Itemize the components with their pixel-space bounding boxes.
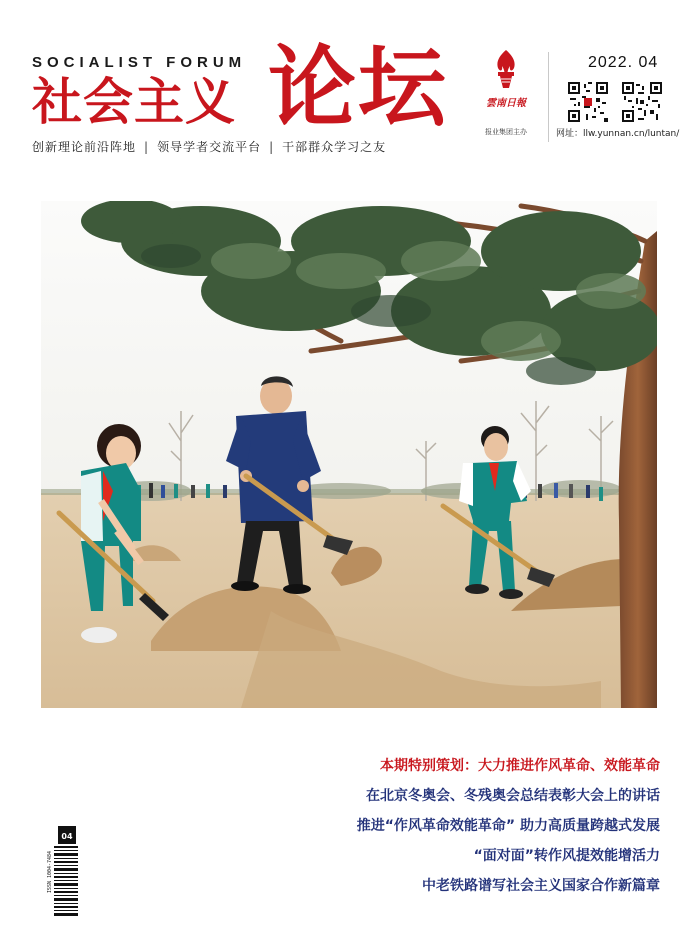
host-label: 报业集团主办 — [485, 128, 527, 136]
headline-item: “面对面”转作风提效能增活力 — [473, 848, 660, 864]
qr-code-icon — [568, 82, 608, 122]
newspaper-name: 雲南日報 — [486, 98, 526, 109]
issn-label: ISSN 1004-7484 — [47, 850, 53, 894]
website-url: 网址：llw.yunnan.cn/luntan/ — [556, 129, 680, 139]
chinese-title-part1: 社会主义 — [32, 73, 236, 131]
headline-list — [200, 758, 660, 908]
issue-number: 2022. 04 — [588, 54, 659, 71]
slogan-3: 干部群众学习之友 — [282, 140, 387, 154]
chinese-title-part2: 论坛 — [268, 36, 449, 139]
cover-photo — [41, 201, 657, 708]
barcode-icon — [44, 826, 84, 918]
headline-item: 中老铁路谱写社会主义国家合作新篇章 — [422, 878, 660, 894]
headline-item: 在北京冬奥会、冬残奥会总结表彰大会上的讲话 — [366, 788, 660, 804]
slogan-2: 领导学者交流平台 — [157, 140, 262, 154]
torch-logo-icon — [489, 48, 523, 90]
masthead — [0, 0, 700, 170]
qr-code-icon — [622, 82, 662, 122]
slogan-separator: | — [144, 140, 150, 154]
publisher-block — [474, 48, 538, 137]
issue-code: 04 — [61, 832, 73, 841]
divider — [548, 52, 549, 142]
headline-featured: 本期特别策划：大力推进作风革命、效能革命 — [380, 758, 660, 774]
slogan-1: 创新理论前沿阵地 — [32, 140, 137, 154]
slogan-line — [32, 138, 386, 155]
slogan-separator: | — [269, 140, 275, 154]
english-title: SOCIALIST FORUM — [32, 54, 247, 71]
headline-item: 推进“作风革命效能革命” 助力高质量跨越式发展 — [356, 818, 660, 834]
